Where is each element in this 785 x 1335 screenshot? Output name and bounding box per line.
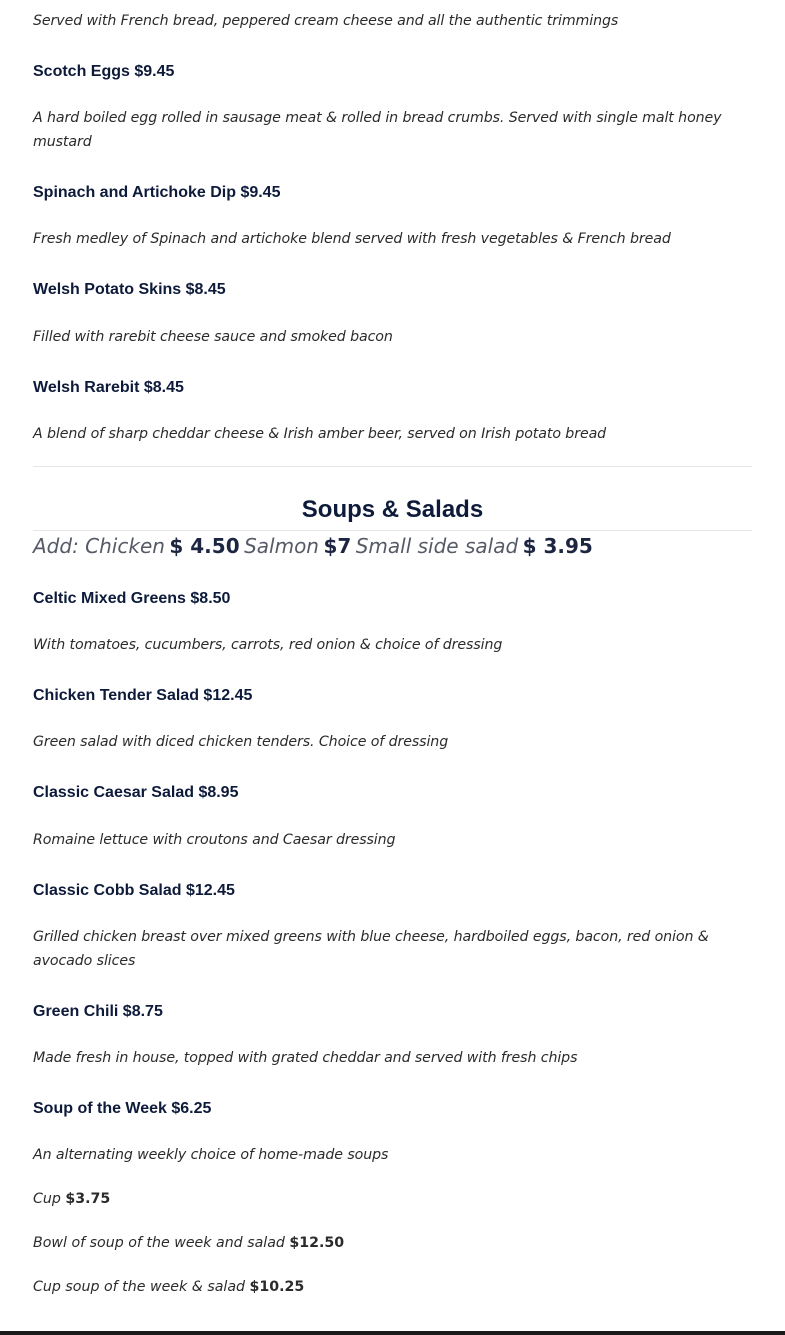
addon-salmon-label: Salmon — [244, 534, 319, 558]
addons-line — [33, 531, 593, 564]
item-title: Celtic Mixed Greens $8.50 — [33, 590, 231, 607]
item-title: Chicken Tender Salad $12.45 — [33, 687, 253, 704]
item-description: A blend of sharp cheddar cheese & Irish amber beer, served on Irish potato bread — [33, 426, 607, 442]
section-divider — [33, 466, 752, 467]
soup-option — [33, 1275, 752, 1299]
item-title: Spinach and Artichoke Dip $9.45 — [33, 184, 281, 201]
addon-side-price: $ 3.95 — [522, 534, 593, 558]
item-title: Scotch Eggs $9.45 — [33, 63, 175, 80]
soup-option-label: Cup soup of the week & salad — [33, 1279, 246, 1295]
addon-salmon-price: $7 — [323, 534, 352, 558]
soup-option-label: Bowl of soup of the week and salad — [33, 1235, 285, 1251]
soup-option — [33, 1187, 752, 1211]
item-description: Grilled chicken breast over mixed greens with blue cheese, hardboiled eggs, bacon, red onion & avocado slices — [33, 929, 709, 969]
addon-side-label: Small side salad — [355, 534, 519, 558]
item-title: Welsh Rarebit $8.45 — [33, 379, 184, 396]
item-title: Classic Caesar Salad $8.95 — [33, 784, 239, 801]
item-description: Green salad with diced chicken tenders. Choice of dressing — [33, 734, 449, 750]
item-description: Made fresh in house, topped with grated cheddar and served with fresh chips — [33, 1050, 578, 1066]
addon-chicken-price: $ 4.50 — [169, 534, 240, 558]
item-description: A hard boiled egg rolled in sausage meat & rolled in bread crumbs. Served with single malt honey mustard — [33, 110, 722, 150]
soup-option-price: $10.25 — [249, 1279, 305, 1295]
soup-option-label: Cup — [33, 1191, 61, 1207]
item-title: Classic Cobb Salad $12.45 — [33, 882, 235, 899]
section-title: Soups & Salads — [301, 495, 484, 523]
item-description: Filled with rarebit cheese sauce and smoked bacon — [33, 329, 393, 345]
addon-chicken-label: Add: Chicken — [33, 534, 165, 558]
soup-option-price: $3.75 — [65, 1191, 111, 1207]
item-description: Fresh medley of Spinach and artichoke blend served with fresh vegetables & French bread — [33, 231, 671, 247]
item-description: An alternating weekly choice of home-made soups — [33, 1147, 389, 1163]
item-title: Green Chili $8.75 — [33, 1003, 163, 1020]
item-title: Soup of the Week $6.25 — [33, 1100, 212, 1117]
item-description: Romaine lettuce with croutons and Caesar dressing — [33, 832, 396, 848]
soup-option-price: $12.50 — [289, 1235, 345, 1251]
item-title: Welsh Potato Skins $8.45 — [33, 281, 226, 298]
soup-option — [33, 1231, 752, 1255]
item-description: With tomatoes, cucumbers, carrots, red onion & choice of dressing — [33, 637, 503, 653]
bottom-border — [0, 1331, 785, 1335]
item-description: Served with French bread, peppered cream cheese and all the authentic trimmings — [33, 13, 619, 29]
